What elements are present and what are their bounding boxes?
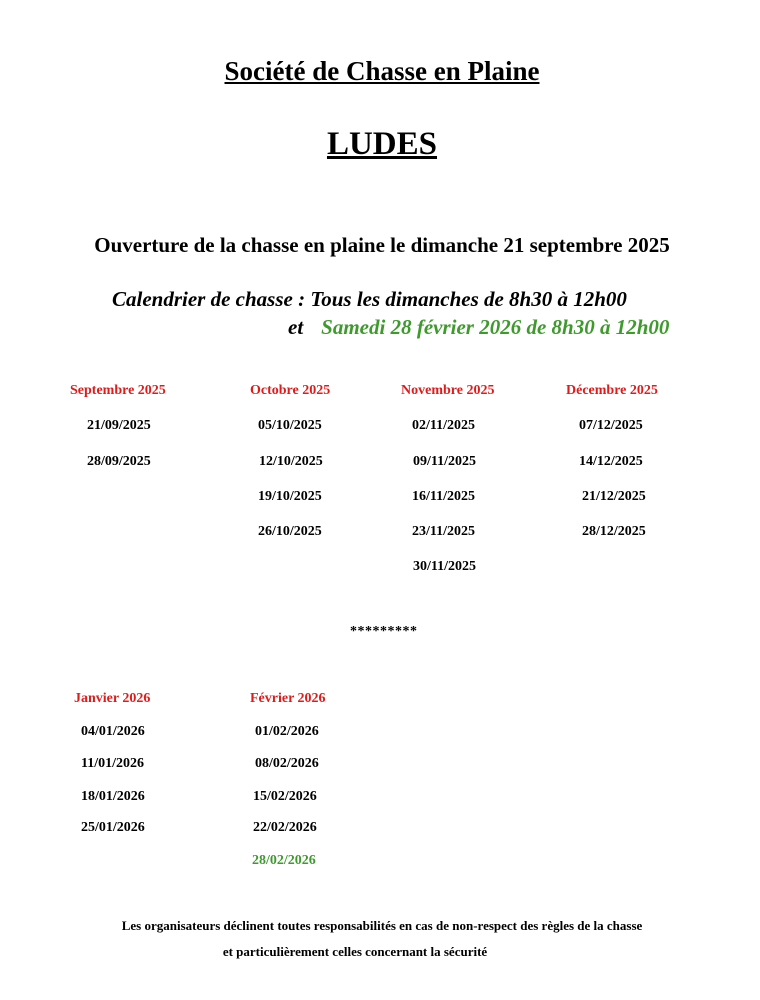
date-item: 01/02/2026	[255, 724, 319, 739]
disclaimer-line-2: et particulièrement celles concernant la sécurité	[222, 944, 488, 959]
date-item: 14/12/2025	[579, 454, 643, 469]
society-title: Société de Chasse en Plaine	[224, 56, 540, 86]
date-item: 16/11/2025	[412, 489, 476, 504]
calendar-special-line	[288, 315, 669, 340]
calendar-connector: et	[288, 315, 304, 339]
date-item: 19/10/2025	[258, 489, 322, 504]
month-heading-september: Septembre 2025	[70, 383, 166, 398]
date-item: 08/02/2026	[255, 756, 319, 771]
date-item: 26/10/2025	[258, 524, 322, 539]
month-heading-november: Novembre 2025	[401, 383, 495, 398]
date-item: 09/11/2025	[413, 454, 477, 469]
calendar-schedule: Calendrier de chasse : Tous les dimanches de 8h30 à 12h00	[112, 287, 627, 311]
town-title: LUDES	[326, 126, 438, 162]
date-item: 21/09/2025	[87, 418, 151, 433]
date-item: 07/12/2025	[579, 418, 643, 433]
month-heading-february: Février 2026	[250, 691, 326, 706]
date-item: 05/10/2025	[258, 418, 322, 433]
disclaimer-line-1: Les organisateurs déclinent toutes responsabilités en cas de non-respect des règles de la chasse	[121, 918, 643, 933]
date-item: 22/02/2026	[253, 820, 317, 835]
date-item: 15/02/2026	[253, 789, 317, 804]
month-heading-january: Janvier 2026	[74, 691, 151, 706]
date-item: 18/01/2026	[81, 789, 145, 804]
date-item: 21/12/2025	[582, 489, 646, 504]
date-item: 11/01/2026	[81, 756, 145, 771]
month-heading-october: Octobre 2025	[250, 383, 331, 398]
date-item: 25/01/2026	[81, 820, 145, 835]
month-heading-december: Décembre 2025	[566, 383, 658, 398]
date-item: 12/10/2025	[259, 454, 323, 469]
date-item: 28/09/2025	[87, 454, 151, 469]
date-item: 02/11/2025	[412, 418, 476, 433]
calendar-special-day: Samedi 28 février 2026 de 8h30 à 12h00	[321, 315, 670, 339]
section-separator: *********	[350, 624, 418, 639]
opening-announcement: Ouverture de la chasse en plaine le dimanche 21 septembre 2025	[94, 233, 670, 257]
date-item: 23/11/2025	[412, 524, 476, 539]
date-item: 04/01/2026	[81, 724, 145, 739]
date-item-special: 28/02/2026	[252, 853, 316, 868]
date-item: 30/11/2025	[413, 559, 477, 574]
date-item: 28/12/2025	[582, 524, 646, 539]
